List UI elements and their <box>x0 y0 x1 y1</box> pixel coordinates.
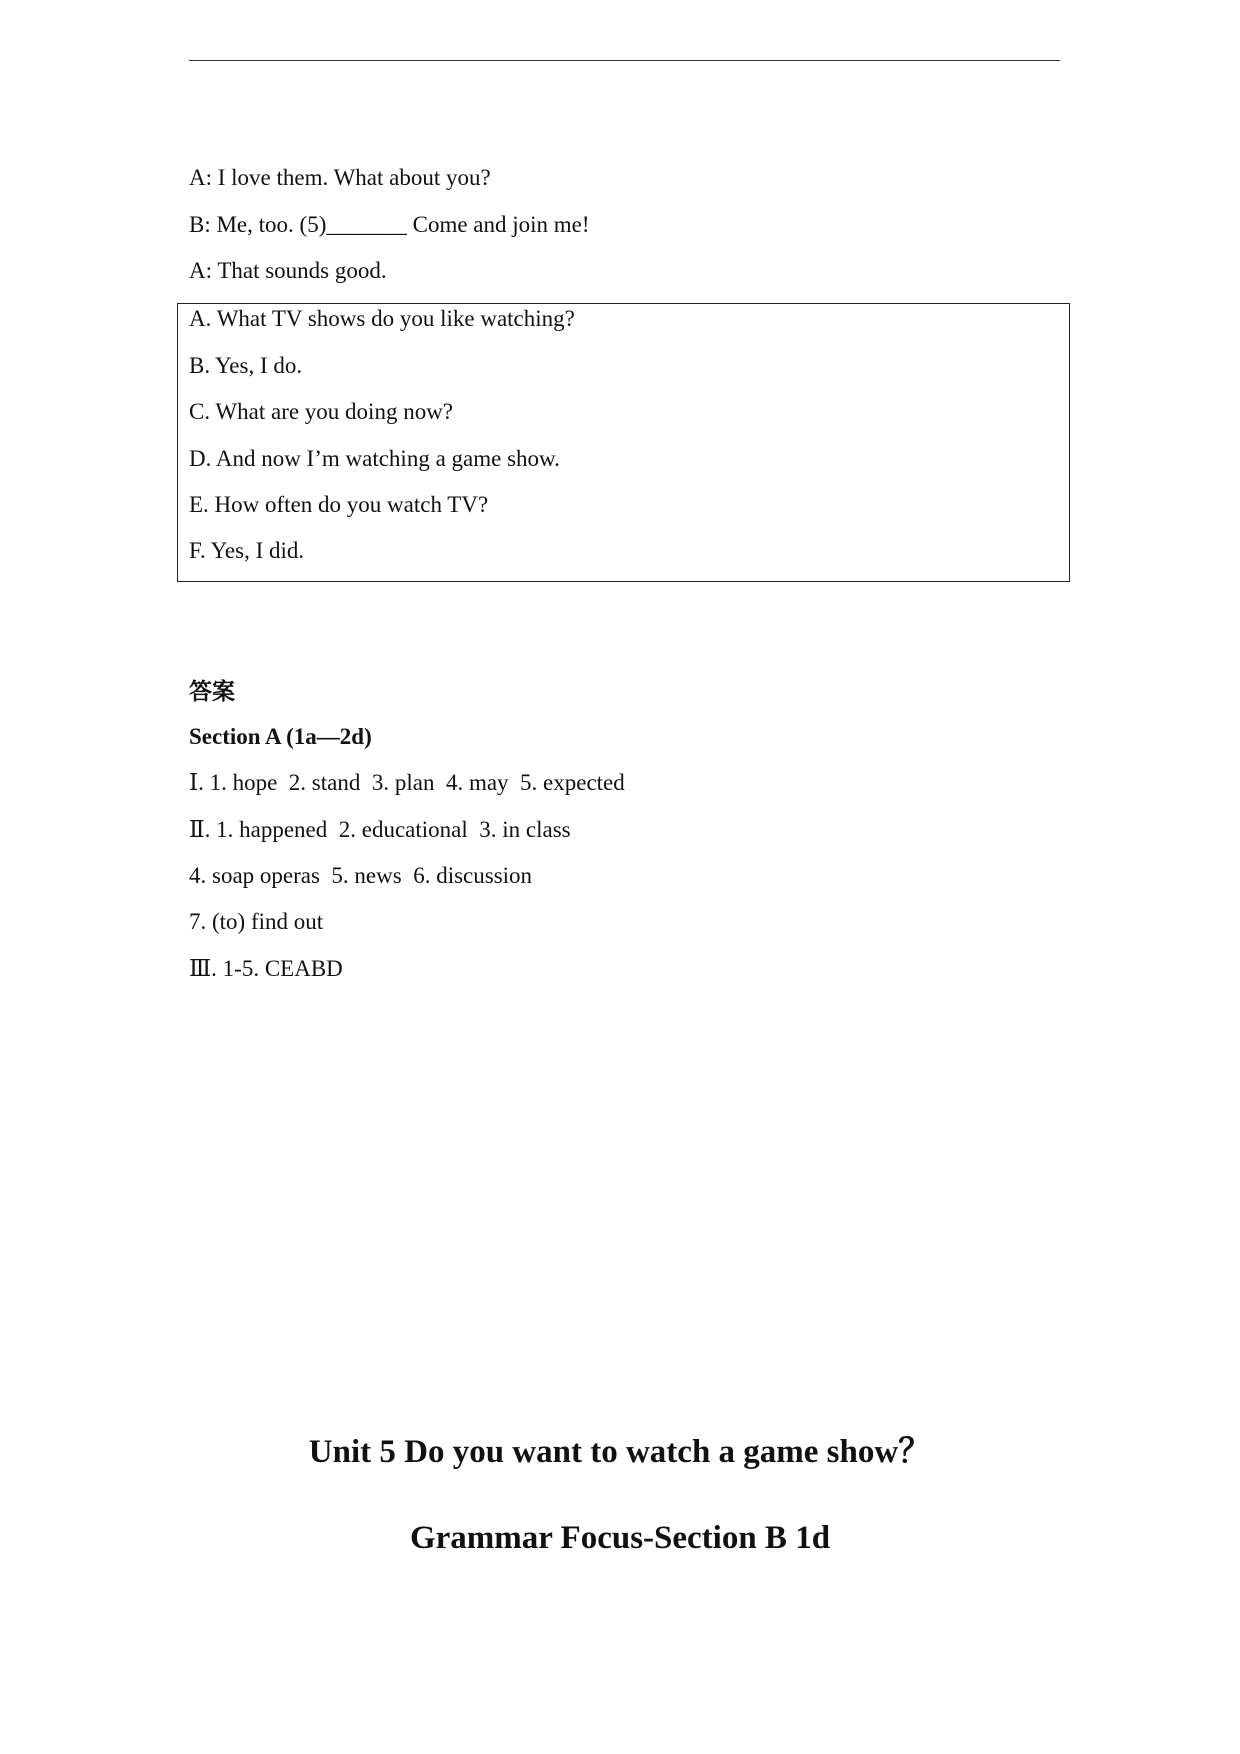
option-item: A. What TV shows do you like watching? <box>189 306 575 331</box>
option-item: B. Yes, I do. <box>189 353 303 378</box>
dialogue-line: A: That sounds good. <box>189 258 387 283</box>
answer-heading: 答案 <box>189 679 235 705</box>
answer-line: 4. soap operas 5. news 6. discussion <box>189 863 533 888</box>
option-item: D. And now I’m watching a game show. <box>189 446 560 471</box>
answer-line: Ⅱ. 1. happened 2. educational 3. in class <box>189 817 571 842</box>
answer-line: Ⅰ. 1. hope 2. stand 3. plan 4. may 5. expected <box>189 770 625 795</box>
options-box <box>177 303 1070 582</box>
dialogue-line: B: Me, too. (5)_______ Come and join me! <box>189 212 590 237</box>
dialogue-line: A: I love them. What about you? <box>189 165 491 190</box>
unit-subtitle: Grammar Focus-Section B 1d <box>409 1520 831 1556</box>
option-item: E. How often do you watch TV? <box>189 492 489 517</box>
answer-line: Ⅲ. 1-5. CEABD <box>189 956 343 981</box>
unit-title: Unit 5 Do you want to watch a game show？ <box>308 1434 932 1470</box>
answer-line: 7. (to) find out <box>189 909 324 934</box>
option-item: C. What are you doing now? <box>189 399 454 424</box>
header-rule <box>189 60 1060 61</box>
option-item: F. Yes, I did. <box>189 538 305 563</box>
section-heading: Section A (1a—2d) <box>189 724 372 749</box>
